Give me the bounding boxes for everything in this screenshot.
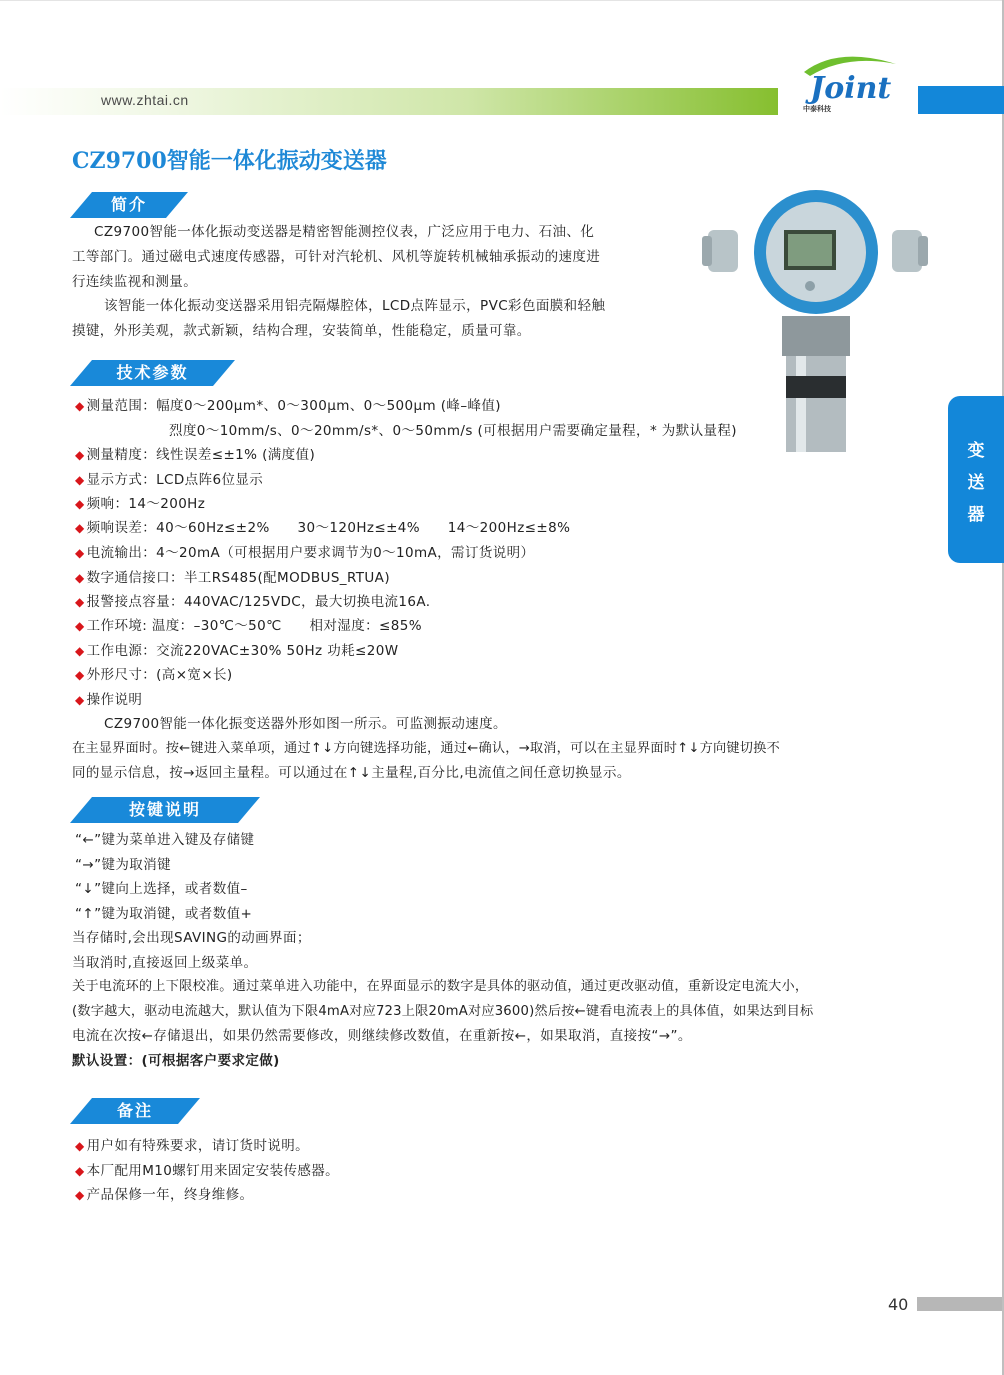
- bullet-diamond-icon: ◆: [75, 619, 85, 633]
- bullet-diamond-icon: ◆: [75, 1139, 85, 1153]
- bullet-diamond-icon: ◆: [75, 1164, 85, 1178]
- param-item: [75, 516, 570, 541]
- page-number: 40: [888, 1295, 909, 1314]
- operation-text: 同的显示信息，按→返回主量程。可以通过在↑↓主量程,百分比,电流值之间任意切换显示。: [72, 765, 631, 781]
- param-item: [75, 566, 390, 591]
- param-item: [75, 663, 233, 688]
- note-text: 本厂配用M10螺钉用来固定安装传感器。: [86, 1163, 340, 1179]
- param-item: [75, 688, 142, 713]
- website-url: www.zhtai.cn: [101, 92, 189, 108]
- bullet-diamond-icon: ◆: [75, 521, 85, 535]
- bullet-diamond-icon: ◆: [75, 473, 85, 487]
- operation-text: 在主显界面时。按←键进入菜单项，通过↑↓方向键选择功能，通过←确认，→取消，可以在主显界面时↑↓方向键切换不: [72, 741, 780, 756]
- key-desc: “↑”键为取消键，或者数值+: [75, 906, 253, 922]
- section-label: 按键说明: [128, 800, 201, 819]
- param-text: 报警接点容量：440VAC/125VDC，最大切换电流16A.: [86, 594, 431, 610]
- bullet-diamond-icon: ◆: [75, 546, 85, 560]
- bullet-diamond-icon: ◆: [75, 595, 85, 609]
- note-text: 产品保修一年，终身维修。: [86, 1187, 254, 1203]
- header-blue-block: [918, 86, 1004, 114]
- param-text: 工作环境: 温度：–30℃～50℃ 相对湿度：≤85%: [86, 618, 422, 634]
- page-title: CZ9700智能一体化振动变送器: [72, 148, 387, 174]
- param-text: 频响：14～200Hz: [86, 496, 206, 512]
- param-text: 电流输出：4～20mA（可根据用户要求调节为0～10mA，需订货说明）: [86, 545, 535, 561]
- param-text: 工作电源：交流220VAC±30% 50Hz 功耗≤20W: [86, 643, 399, 659]
- key-desc: 电流在次按←存储退出，如果仍然需要修改，则继续修改数值，在重新按←，如果取消，直接按“→”。: [72, 1028, 692, 1044]
- key-desc: “→”键为取消键: [75, 857, 171, 873]
- param-text: 测量范围：幅度0～200μm*、0～300μm、0～500μm (峰–峰值): [86, 398, 501, 414]
- param-item: [75, 468, 263, 493]
- param-item: [75, 541, 534, 566]
- bullet-diamond-icon: ◆: [75, 571, 85, 585]
- param-item: [75, 443, 315, 468]
- section-header-params: [70, 360, 235, 386]
- param-text: 频响误差：40～60Hz≤±2% 30～120Hz≤±4% 14～200Hz≤±8%: [86, 520, 571, 536]
- key-desc: (数字越大，驱动电流越大，默认值为下限4mA对应723上限20mA对应3600)然后按←键看电流表上的具体值，如果达到目标: [72, 1004, 814, 1019]
- side-tab-char: 器: [967, 505, 985, 525]
- bullet-diamond-icon: ◆: [75, 497, 85, 511]
- note-text: 用户如有特殊要求，请订货时说明。: [86, 1138, 310, 1154]
- param-text: 操作说明: [86, 692, 143, 708]
- section-header-keys: [70, 797, 260, 823]
- param-item: [75, 614, 422, 639]
- param-text: 外形尺寸：(高×宽×长): [86, 667, 233, 683]
- section-header-intro: [70, 192, 188, 218]
- section-header-notes: [70, 1098, 200, 1124]
- category-side-tab: [948, 396, 1004, 563]
- section-label: 简介: [110, 195, 147, 214]
- logo-subtext: 中泰科技: [803, 105, 831, 113]
- section-label: 备注: [116, 1101, 153, 1120]
- bullet-diamond-icon: ◆: [75, 693, 85, 707]
- key-desc: 关于电流环的上下限校准。通过菜单进入功能中，在界面显示的数字是具体的驱动值，通过更改驱动值，重新设定电流大小，: [72, 979, 809, 994]
- param-text: 测量精度：线性误差≤±1% (满度值): [86, 447, 316, 463]
- side-tab-char: 变: [967, 441, 985, 461]
- intro-line: CZ9700智能一体化振动变送器是精密智能测控仪表，广泛应用于电力、石油、化: [94, 224, 595, 240]
- bullet-diamond-icon: ◆: [75, 644, 85, 658]
- param-item: [75, 590, 430, 615]
- param-item: [75, 394, 501, 419]
- note-item: [75, 1183, 253, 1208]
- section-label: 技术参数: [116, 363, 189, 382]
- note-item: [75, 1159, 339, 1184]
- note-item: [75, 1134, 309, 1159]
- side-tab-char: 送: [967, 473, 985, 493]
- intro-line: 该智能一体化振动变送器采用铝壳隔爆腔体，LCD点阵显示，PVC彩色面膜和轻触: [104, 298, 606, 314]
- bullet-diamond-icon: ◆: [75, 448, 85, 462]
- param-text: 显示方式：LCD点阵6位显示: [86, 472, 264, 488]
- param-item: 烈度0～10mm/s、0～20mm/s*、0～50mm/s (可根据用户需要确定量程，* 为默认量程): [169, 423, 737, 439]
- page-top-border: [0, 0, 1004, 1]
- operation-text: CZ9700智能一体化振变送器外形如图一所示。可监测振动速度。: [104, 716, 507, 732]
- key-desc: 当取消时,直接返回上级菜单。: [72, 955, 258, 971]
- key-desc: “↓”键向上选择，或者数值–: [75, 881, 248, 897]
- intro-line: 工等部门。通过磁电式速度传感器，可针对汽轮机、风机等旋转机械轴承振动的速度进: [72, 249, 601, 265]
- key-desc: “←”键为菜单进入键及存储键: [75, 832, 255, 848]
- intro-line: 行连续监视和测量。: [72, 274, 198, 290]
- param-item: [75, 639, 398, 664]
- bullet-diamond-icon: ◆: [75, 399, 85, 413]
- footer-gray-bar: [917, 1297, 1002, 1311]
- param-item: [75, 492, 205, 517]
- key-desc: 当存储时,会出现SAVING的动画界面；: [72, 930, 311, 946]
- param-text: 数字通信接口：半工RS485(配MODBUS_RTUA): [86, 570, 390, 586]
- bullet-diamond-icon: ◆: [75, 668, 85, 682]
- intro-line: 摸键，外形美观，款式新颖，结构合理，安装简单，性能稳定，质量可靠。: [72, 323, 531, 339]
- default-settings: 默认设置：(可根据客户要求定做): [72, 1053, 280, 1069]
- svg-text:Joint: Joint: [810, 71, 892, 106]
- bullet-diamond-icon: ◆: [75, 1188, 85, 1202]
